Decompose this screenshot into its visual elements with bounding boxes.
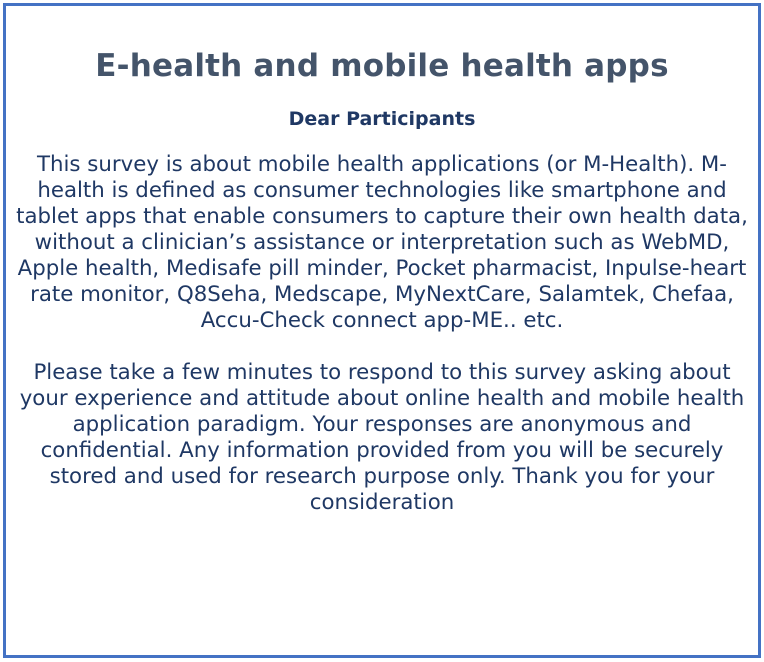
greeting-heading: Dear Participants xyxy=(288,108,476,130)
consent-paragraph: Please take a few minutes to respond to this survey asking about your experience and attitude about online health and mobile health application paradigm. Your responses are anonymous and confidential. Any information provided from you will be securely stored and used for research purpose only. Thank you for your consideration xyxy=(19,360,745,515)
intro-paragraph: This survey is about mobile health applications (or M-Health). M-health is defined as consumer technologies like smartphone and tablet apps that enable consumers to capture their own health data, without a clinician’s assistance or interpretation such as WebMD, Apple health, Medisafe pill minder, Pocket pharmacist, Inpulse-heart rate monitor, Q8Seha, Medscape, MyNextCare, Salamtek, Chefaa, Accu-Check connect app-ME.. etc. xyxy=(16,152,748,333)
page-title: E-health and mobile health apps xyxy=(95,48,669,84)
survey-intro-box xyxy=(3,3,761,658)
